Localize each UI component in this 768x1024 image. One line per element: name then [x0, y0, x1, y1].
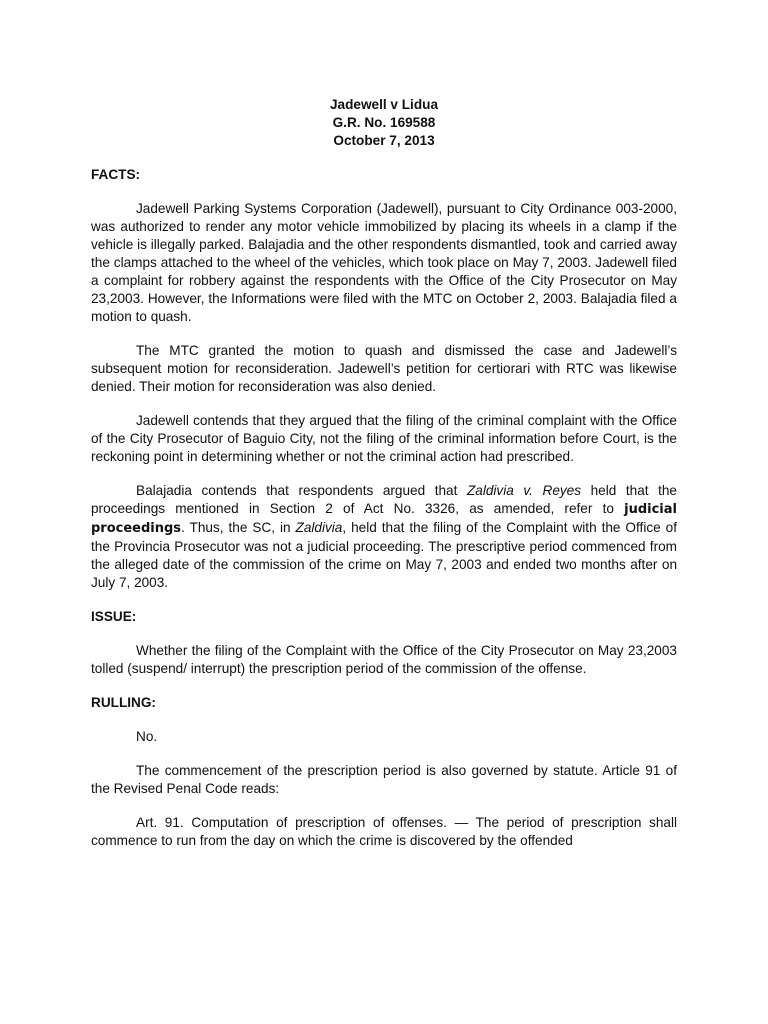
issue-heading: ISSUE:	[91, 609, 137, 624]
ruling-paragraph-1: No.	[136, 729, 158, 744]
facts-p4-text-a: Balajadia contends that respondents argued that	[136, 483, 467, 498]
facts-p4-text-c: . Thus, the SC, in	[181, 520, 296, 535]
case-date: October 7, 2013	[333, 133, 435, 148]
case-title: Jadewell v Lidua	[329, 97, 439, 112]
case-number: G.R. No. 169588	[332, 115, 436, 130]
facts-paragraph-1: Jadewell Parking Systems Corporation (Jadewell), pursuant to City Ordinance 003-2000, was authorized to render any motor vehicle immobilized by placing its wheels in a clamp if the vehicle is illegally parked. Balajadia and the other respondents dismantled, took and carried away the clamps attached to the wheel of the vehicles, which took place on May 7, 2003. Jadewell filed a complaint for robbery against the respondents with the Office of the City Prosecutor on May 23,2003. However, the Informations were filed with the MTC on October 2, 2003. Balajadia filed a motion to quash.	[91, 201, 677, 324]
ruling-heading: RULLING:	[91, 695, 156, 710]
judicial-proceedings-emphasis: judicial proceedings	[91, 502, 677, 536]
issue-paragraph: Whether the filing of the Complaint with the Office of the City Prosecutor on May 23,2003 tolled (suspend/ interrupt) the prescription period of the commission of the offense.	[91, 643, 677, 676]
case-citation-zaldivia-v-reyes: Zaldivia v. Reyes	[466, 483, 582, 498]
facts-paragraph-2: The MTC granted the motion to quash and dismissed the case and Jadewell’s subsequent motion for reconsideration. Jadewell’s petition for certiorari with RTC was likewise denied. Their motion for reconsideration was also denied.	[91, 343, 677, 394]
ruling-paragraph-3: Art. 91. Computation of prescription of offenses. — The period of prescription shall commence to run from the day on which the crime is discovered by the offended	[91, 815, 677, 848]
facts-p4-text-b: held that the proceedings mentioned in Section 2 of Act No. 3326, as amended, refer to	[91, 483, 677, 516]
facts-p4-text-d: , held that the filing of the Complaint with the Office of the Provincia Prosecutor was not a judicial proceeding. The prescriptive period commenced from the alleged date of the commission of the crime on May 7, 2003 and ended two months after on July 7, 2003.	[91, 520, 677, 590]
facts-paragraph-3: Jadewell contends that they argued that the filing of the criminal complaint with the Office of the City Prosecutor of Baguio City, not the filing of the criminal information before Court, is the reckoning point in determining whether or not the criminal action had prescribed.	[91, 413, 677, 464]
case-citation-zaldivia: Zaldivia	[295, 520, 343, 535]
facts-heading: FACTS:	[91, 167, 141, 182]
ruling-paragraph-2: The commencement of the prescription period is also governed by statute. Article 91 of the Revised Penal Code reads:	[91, 763, 677, 796]
facts-paragraph-4	[91, 482, 677, 592]
document-body	[91, 166, 677, 866]
case-title-block	[0, 96, 768, 150]
